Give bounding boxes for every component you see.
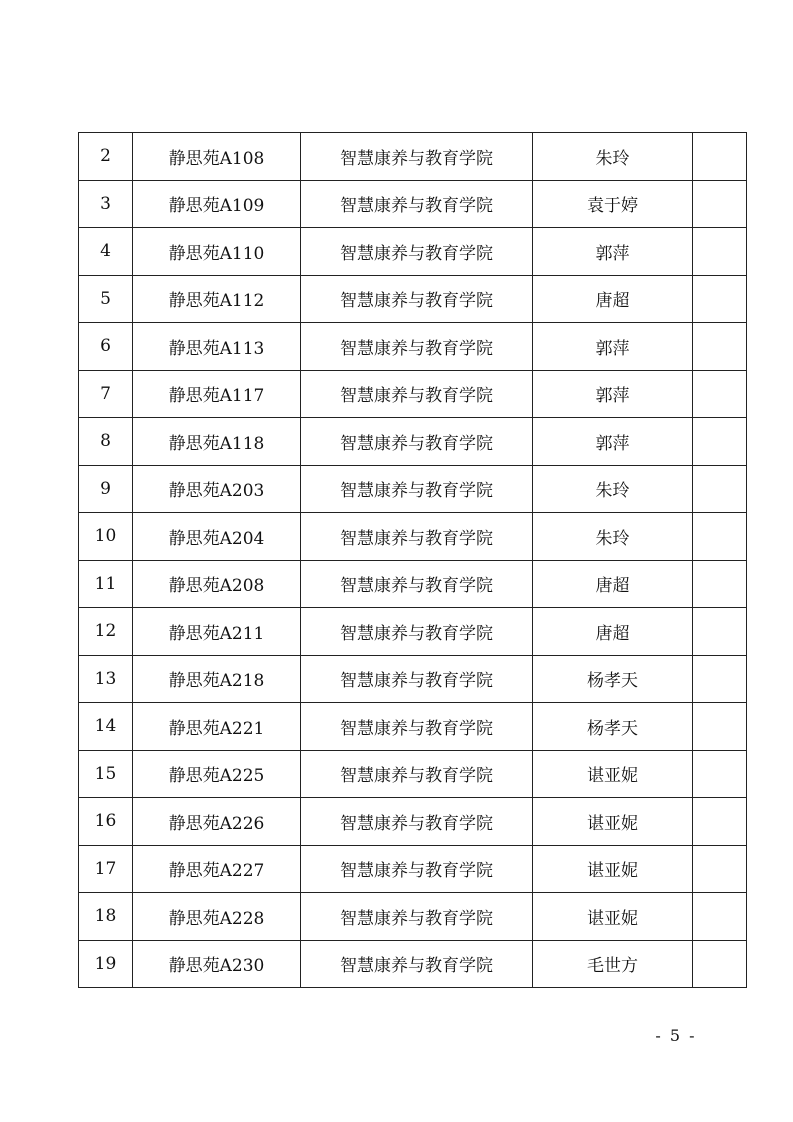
table-row <box>79 655 747 703</box>
name-cell: 朱玲 <box>533 465 693 513</box>
row-number-cell: 2 <box>79 133 133 181</box>
name-cell: 杨孝天 <box>533 703 693 751</box>
row-number-cell: 3 <box>79 180 133 228</box>
row-number-cell: 9 <box>79 465 133 513</box>
note-cell <box>693 608 747 656</box>
college-cell: 智慧康养与教育学院 <box>301 180 533 228</box>
row-number-cell: 15 <box>79 750 133 798</box>
row-number-cell: 16 <box>79 798 133 846</box>
name-cell: 谌亚妮 <box>533 798 693 846</box>
college-cell: 智慧康养与教育学院 <box>301 133 533 181</box>
name-cell: 毛世方 <box>533 940 693 988</box>
room-cell: 静思苑A221 <box>133 703 301 751</box>
room-cell: 静思苑A208 <box>133 560 301 608</box>
table-row <box>79 418 747 466</box>
college-cell: 智慧康养与教育学院 <box>301 798 533 846</box>
room-cell: 静思苑A228 <box>133 893 301 941</box>
note-cell <box>693 940 747 988</box>
note-cell <box>693 513 747 561</box>
note-cell <box>693 703 747 751</box>
table-body <box>79 133 747 988</box>
row-number-cell: 14 <box>79 703 133 751</box>
table-row <box>79 228 747 276</box>
college-cell: 智慧康养与教育学院 <box>301 323 533 371</box>
table-row <box>79 513 747 561</box>
college-cell: 智慧康养与教育学院 <box>301 418 533 466</box>
row-number-cell: 11 <box>79 560 133 608</box>
name-cell: 朱玲 <box>533 133 693 181</box>
room-cell: 静思苑A203 <box>133 465 301 513</box>
note-cell <box>693 418 747 466</box>
dormitory-table <box>78 132 747 988</box>
row-number-cell: 13 <box>79 655 133 703</box>
college-cell: 智慧康养与教育学院 <box>301 893 533 941</box>
room-cell: 静思苑A109 <box>133 180 301 228</box>
college-cell: 智慧康养与教育学院 <box>301 845 533 893</box>
college-cell: 智慧康养与教育学院 <box>301 940 533 988</box>
room-cell: 静思苑A230 <box>133 940 301 988</box>
row-number-cell: 5 <box>79 275 133 323</box>
table-row <box>79 560 747 608</box>
college-cell: 智慧康养与教育学院 <box>301 228 533 276</box>
note-cell <box>693 180 747 228</box>
note-cell <box>693 370 747 418</box>
college-cell: 智慧康养与教育学院 <box>301 465 533 513</box>
name-cell: 谌亚妮 <box>533 845 693 893</box>
row-number-cell: 6 <box>79 323 133 371</box>
name-cell: 郭萍 <box>533 418 693 466</box>
college-cell: 智慧康养与教育学院 <box>301 750 533 798</box>
row-number-cell: 12 <box>79 608 133 656</box>
college-cell: 智慧康养与教育学院 <box>301 703 533 751</box>
name-cell: 郭萍 <box>533 228 693 276</box>
table-row <box>79 370 747 418</box>
table-row <box>79 703 747 751</box>
row-number-cell: 8 <box>79 418 133 466</box>
college-cell: 智慧康养与教育学院 <box>301 608 533 656</box>
college-cell: 智慧康养与教育学院 <box>301 655 533 703</box>
row-number-cell: 7 <box>79 370 133 418</box>
room-cell: 静思苑A226 <box>133 798 301 846</box>
table-row <box>79 133 747 181</box>
table-row <box>79 323 747 371</box>
room-cell: 静思苑A218 <box>133 655 301 703</box>
college-cell: 智慧康养与教育学院 <box>301 560 533 608</box>
name-cell: 郭萍 <box>533 370 693 418</box>
note-cell <box>693 133 747 181</box>
room-cell: 静思苑A113 <box>133 323 301 371</box>
note-cell <box>693 893 747 941</box>
row-number-cell: 17 <box>79 845 133 893</box>
name-cell: 唐超 <box>533 275 693 323</box>
college-cell: 智慧康养与教育学院 <box>301 370 533 418</box>
row-number-cell: 4 <box>79 228 133 276</box>
table-row <box>79 845 747 893</box>
table-row <box>79 940 747 988</box>
name-cell: 朱玲 <box>533 513 693 561</box>
room-cell: 静思苑A110 <box>133 228 301 276</box>
table-row <box>79 893 747 941</box>
room-cell: 静思苑A211 <box>133 608 301 656</box>
table-row <box>79 798 747 846</box>
table-row <box>79 750 747 798</box>
note-cell <box>693 465 747 513</box>
row-number-cell: 19 <box>79 940 133 988</box>
note-cell <box>693 323 747 371</box>
room-cell: 静思苑A112 <box>133 275 301 323</box>
table-row <box>79 180 747 228</box>
name-cell: 唐超 <box>533 608 693 656</box>
table-row <box>79 275 747 323</box>
note-cell <box>693 560 747 608</box>
note-cell <box>693 228 747 276</box>
room-cell: 静思苑A227 <box>133 845 301 893</box>
table-row <box>79 465 747 513</box>
row-number-cell: 18 <box>79 893 133 941</box>
row-number-cell: 10 <box>79 513 133 561</box>
note-cell <box>693 750 747 798</box>
college-cell: 智慧康养与教育学院 <box>301 513 533 561</box>
room-cell: 静思苑A108 <box>133 133 301 181</box>
name-cell: 谌亚妮 <box>533 893 693 941</box>
name-cell: 袁于婷 <box>533 180 693 228</box>
table-row <box>79 608 747 656</box>
room-cell: 静思苑A118 <box>133 418 301 466</box>
room-cell: 静思苑A117 <box>133 370 301 418</box>
note-cell <box>693 798 747 846</box>
name-cell: 唐超 <box>533 560 693 608</box>
dormitory-table-container <box>78 132 746 988</box>
note-cell <box>693 845 747 893</box>
note-cell <box>693 655 747 703</box>
note-cell <box>693 275 747 323</box>
name-cell: 谌亚妮 <box>533 750 693 798</box>
room-cell: 静思苑A225 <box>133 750 301 798</box>
room-cell: 静思苑A204 <box>133 513 301 561</box>
page-number: - 5 - <box>655 1026 697 1045</box>
name-cell: 郭萍 <box>533 323 693 371</box>
name-cell: 杨孝天 <box>533 655 693 703</box>
college-cell: 智慧康养与教育学院 <box>301 275 533 323</box>
